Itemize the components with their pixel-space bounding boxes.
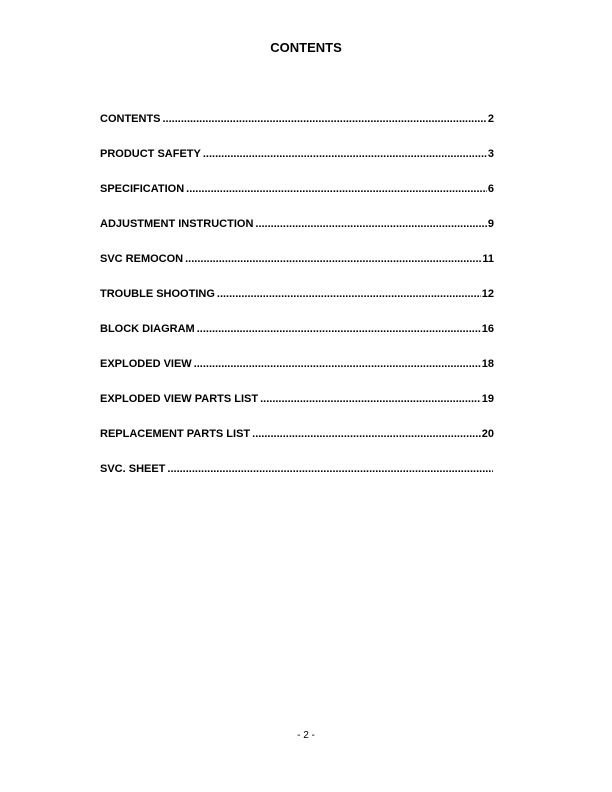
toc-entry-label: SVC REMOCON xyxy=(100,253,184,265)
toc-entry-label: SPECIFICATION xyxy=(100,183,185,195)
toc-entry-exploded-view-parts-list[interactable] xyxy=(100,390,494,425)
toc-entry-svc-sheet[interactable] xyxy=(100,460,494,495)
toc-entry-adjustment-instruction[interactable] xyxy=(100,215,494,250)
toc-entry-replacement-parts-list[interactable] xyxy=(100,425,494,460)
toc-entry-label: PRODUCT SAFETY xyxy=(100,148,201,160)
toc-entry-page: 6 xyxy=(487,183,494,195)
toc-entry-block-diagram[interactable] xyxy=(100,320,494,355)
toc-entry-page: 12 xyxy=(481,288,494,300)
dot-leader xyxy=(252,425,481,443)
dot-leader xyxy=(255,215,486,233)
toc-entry-page: 2 xyxy=(487,113,494,125)
toc-entry-page: 19 xyxy=(481,393,494,405)
toc-entry-page: 20 xyxy=(481,428,494,440)
page-number: - 2 - xyxy=(297,730,315,741)
toc-entry-specification[interactable] xyxy=(100,180,494,215)
toc-entry-contents[interactable] xyxy=(100,110,494,145)
dot-leader xyxy=(167,460,493,478)
page-title: CONTENTS xyxy=(270,40,342,55)
dot-leader xyxy=(186,180,487,198)
toc-entry-label: ADJUSTMENT INSTRUCTION xyxy=(100,218,254,230)
dot-leader xyxy=(194,355,481,373)
toc-entry-page: 11 xyxy=(482,253,494,265)
toc-entry-label: BLOCK DIAGRAM xyxy=(100,323,195,335)
toc-entry-page: 18 xyxy=(481,358,494,370)
dot-leader xyxy=(217,285,481,303)
toc-entry-exploded-view[interactable] xyxy=(100,355,494,390)
toc-entry-label: EXPLODED VIEW xyxy=(100,358,192,370)
toc-entry-svc-remocon[interactable] xyxy=(100,250,494,285)
dot-leader xyxy=(185,250,481,268)
dot-leader xyxy=(203,145,487,163)
dot-leader xyxy=(260,390,481,408)
dot-leader xyxy=(197,320,481,338)
toc-entry-page: 3 xyxy=(487,148,494,160)
toc-entry-trouble-shooting[interactable] xyxy=(100,285,494,320)
toc-entry-label: CONTENTS xyxy=(100,113,161,125)
dot-leader xyxy=(163,110,487,128)
toc-entry-label: REPLACEMENT PARTS LIST xyxy=(100,428,251,440)
table-of-contents xyxy=(100,110,494,495)
toc-entry-page: 16 xyxy=(481,323,494,335)
toc-entry-label: EXPLODED VIEW PARTS LIST xyxy=(100,393,259,405)
toc-entry-label: TROUBLE SHOOTING xyxy=(100,288,215,300)
toc-entry-page: 9 xyxy=(487,218,494,230)
toc-entry-label: SVC. SHEET xyxy=(100,463,166,475)
toc-entry-product-safety[interactable] xyxy=(100,145,494,180)
